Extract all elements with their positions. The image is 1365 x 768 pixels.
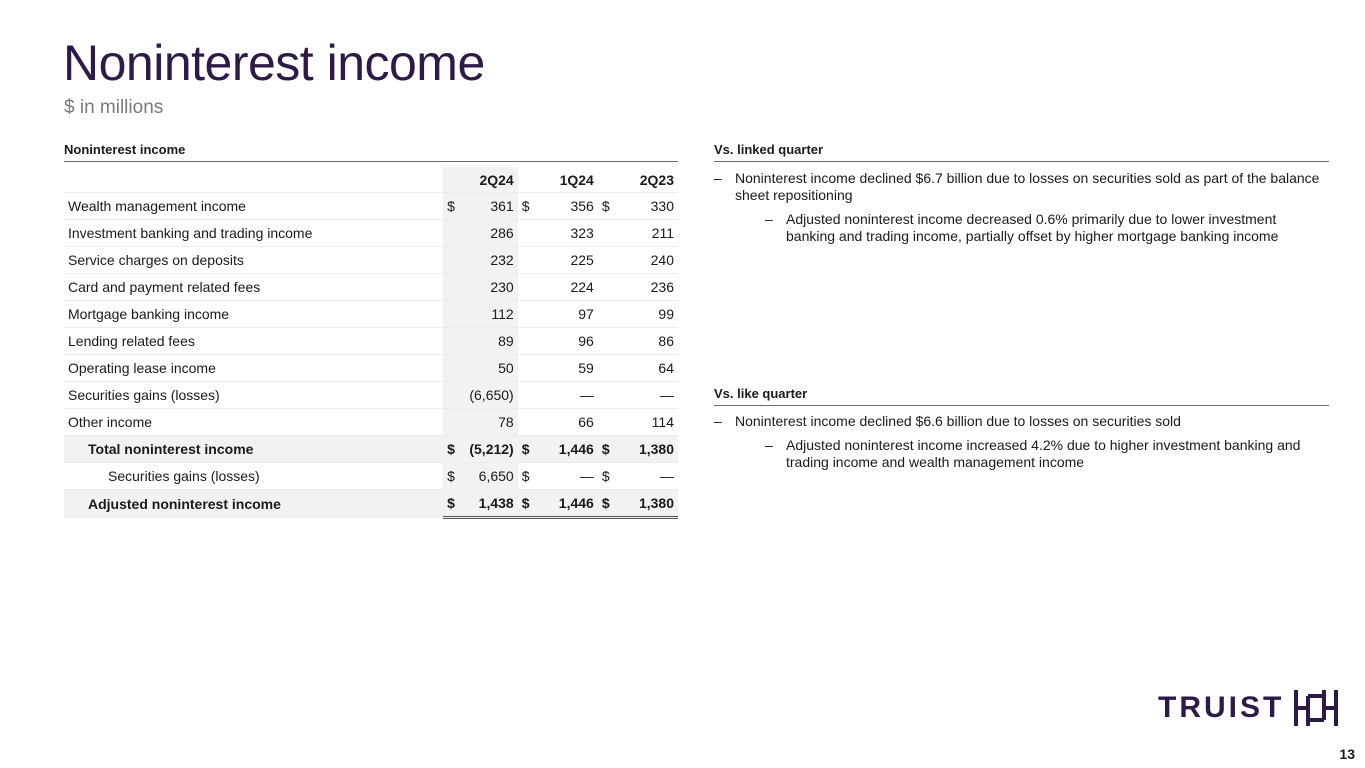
table-row	[64, 328, 678, 355]
bullet-dash: –	[714, 170, 722, 186]
table-row	[64, 193, 678, 220]
cell-value: —	[613, 463, 678, 490]
cell-value: —	[533, 463, 598, 490]
cell-value: 6,650	[459, 463, 518, 490]
cell-value: 112	[459, 301, 518, 328]
like-quarter-heading: Vs. like quarter	[714, 386, 1329, 406]
table-row	[64, 409, 678, 436]
noninterest-income-table	[64, 167, 678, 519]
cell-value: (6,650)	[459, 382, 518, 409]
cell-value: 59	[533, 355, 598, 382]
cell-value: 1,380	[613, 436, 678, 463]
table-row	[64, 382, 678, 409]
dollar-sign: $	[518, 463, 534, 490]
row-label: Securities gains (losses)	[64, 382, 443, 409]
cell-value: 66	[533, 409, 598, 436]
row-label: Investment banking and trading income	[64, 220, 443, 247]
bullet-text: Noninterest income declined $6.7 billion due to losses on securities sold as part of the balance sheet repositioning	[735, 170, 1320, 203]
truist-logo	[1158, 688, 1340, 728]
dollar-sign: $	[598, 463, 614, 490]
linked-quarter-heading: Vs. linked quarter	[714, 142, 1329, 162]
cell-value: 1,380	[613, 490, 678, 518]
cell-value: (5,212)	[459, 436, 518, 463]
cell-value: 323	[533, 220, 598, 247]
cell-value: —	[533, 382, 598, 409]
dollar-sign: $	[598, 193, 614, 220]
page-subtitle: $ in millions	[64, 97, 164, 118]
dollar-sign: $	[598, 490, 614, 518]
page-title: Noninterest income	[63, 35, 485, 91]
cell-value: 114	[613, 409, 678, 436]
bullet-dash: –	[765, 437, 773, 453]
cell-value: 64	[613, 355, 678, 382]
row-label: Securities gains (losses)	[64, 463, 443, 490]
truist-logo-icon	[1292, 688, 1340, 728]
table-row	[64, 355, 678, 382]
adjusted-total-row	[64, 490, 678, 518]
dollar-sign: $	[443, 193, 459, 220]
bullet-dash: –	[714, 413, 722, 429]
dollar-sign: $	[518, 193, 534, 220]
cell-value: 1,438	[459, 490, 518, 518]
table-header-row	[64, 167, 678, 193]
sub-bullet-item	[765, 437, 1325, 471]
total-row	[64, 436, 678, 463]
dollar-sign: $	[518, 436, 534, 463]
cell-value: 361	[459, 193, 518, 220]
cell-value: 211	[613, 220, 678, 247]
row-label: Wealth management income	[64, 193, 443, 220]
column-header: 2Q23	[613, 167, 678, 193]
page-number: 13	[1339, 746, 1355, 762]
bullet-item	[714, 170, 1330, 204]
column-header: 1Q24	[533, 167, 598, 193]
logo-wordmark: TRUIST	[1158, 691, 1285, 724]
header-blank	[64, 167, 443, 193]
row-label: Lending related fees	[64, 328, 443, 355]
bullet-dash: –	[765, 211, 773, 227]
table-row	[64, 301, 678, 328]
column-header: 2Q24	[459, 167, 518, 193]
row-label: Operating lease income	[64, 355, 443, 382]
row-label: Card and payment related fees	[64, 274, 443, 301]
table-row	[64, 247, 678, 274]
cell-value: 99	[613, 301, 678, 328]
cell-value: 86	[613, 328, 678, 355]
dollar-sign: $	[443, 436, 459, 463]
cell-value: 236	[613, 274, 678, 301]
cell-value: 50	[459, 355, 518, 382]
cell-value: 230	[459, 274, 518, 301]
bullet-item	[714, 413, 1330, 430]
row-label: Mortgage banking income	[64, 301, 443, 328]
dollar-sign: $	[518, 490, 534, 518]
cell-value: 232	[459, 247, 518, 274]
row-label: Service charges on deposits	[64, 247, 443, 274]
dollar-sign: $	[443, 463, 459, 490]
cell-value: 1,446	[533, 490, 598, 518]
cell-value: 78	[459, 409, 518, 436]
table-heading: Noninterest income	[64, 142, 678, 162]
row-label: Adjusted noninterest income	[64, 490, 443, 518]
row-label: Other income	[64, 409, 443, 436]
table-row	[64, 220, 678, 247]
cell-value: 330	[613, 193, 678, 220]
row-label: Total noninterest income	[64, 436, 443, 463]
sub-bullet-item	[765, 211, 1305, 245]
bullet-text: Noninterest income declined $6.6 billion due to losses on securities sold	[735, 413, 1181, 429]
cell-value: 96	[533, 328, 598, 355]
cell-value: 240	[613, 247, 678, 274]
dollar-sign: $	[598, 436, 614, 463]
bullet-text: Adjusted noninterest income increased 4.2% due to higher investment banking and trading income and wealth management income	[786, 437, 1301, 470]
cell-value: 89	[459, 328, 518, 355]
cell-value: 356	[533, 193, 598, 220]
cell-value: —	[613, 382, 678, 409]
table-row	[64, 274, 678, 301]
cell-value: 225	[533, 247, 598, 274]
cell-value: 286	[459, 220, 518, 247]
table-row	[64, 463, 678, 490]
cell-value: 224	[533, 274, 598, 301]
bullet-text: Adjusted noninterest income decreased 0.6% primarily due to lower investment banking and trading income, partially offset by higher mortgage banking income	[786, 211, 1279, 244]
dollar-sign: $	[443, 490, 459, 518]
cell-value: 1,446	[533, 436, 598, 463]
cell-value: 97	[533, 301, 598, 328]
